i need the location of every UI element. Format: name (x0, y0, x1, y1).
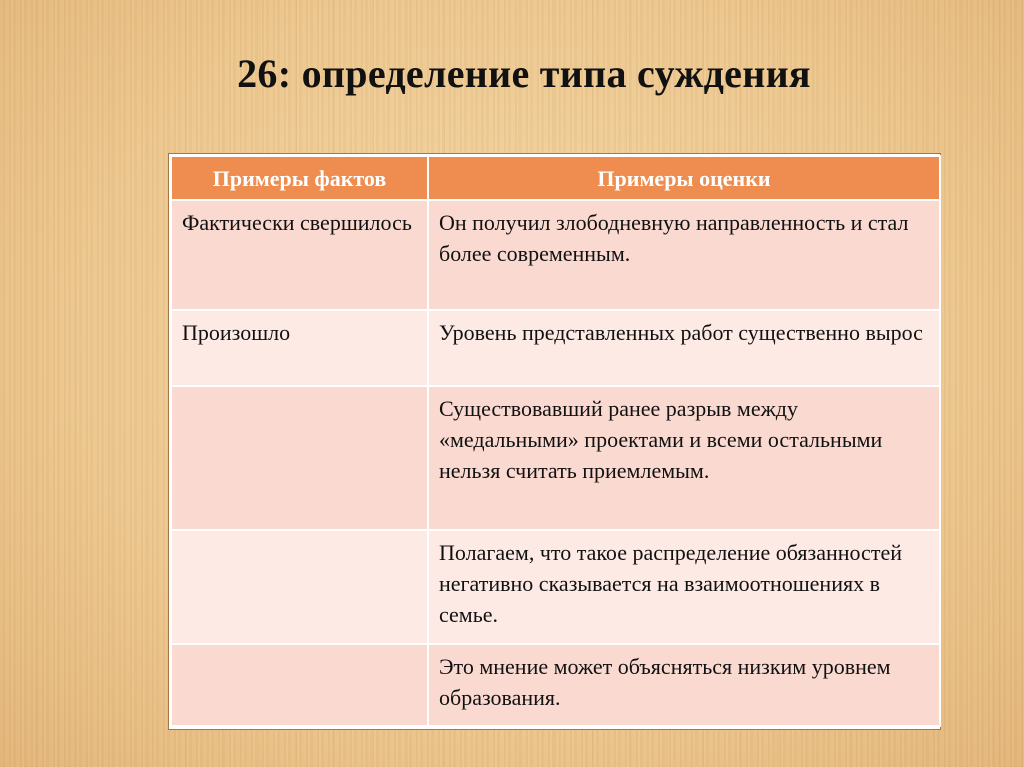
opinion-cell: Он получил злободневную направленность и стал более современным. (428, 200, 940, 310)
opinion-cell: Полагаем, что такое распределение обязанностей негативно сказывается на взаимоотношениях в семье. (428, 530, 940, 644)
opinion-cell: Уровень представленных работ существенно вырос (428, 310, 940, 386)
header-facts: Примеры фактов (171, 156, 428, 200)
header-opinions: Примеры оценки (428, 156, 940, 200)
table-row (171, 310, 940, 386)
fact-cell: Фактически свершилось (171, 200, 428, 310)
fact-cell (171, 530, 428, 644)
table-row (171, 200, 940, 310)
comparison-table (168, 153, 941, 730)
opinion-cell: Это мнение может объясняться низким уровнем образования. (428, 644, 940, 726)
opinion-cell: Существовавший ранее разрыв между «медальными» проектами и всеми остальными нельзя считать приемлемым. (428, 386, 940, 530)
table-row (171, 530, 940, 644)
fact-cell (171, 644, 428, 726)
fact-cell: Произошло (171, 310, 428, 386)
table-header-row (171, 156, 940, 200)
table-row (171, 644, 940, 726)
slide-title: 26: определение типа суждения (237, 51, 811, 96)
fact-cell (171, 386, 428, 530)
table-row (171, 386, 940, 530)
facts-opinions-table (170, 155, 941, 727)
